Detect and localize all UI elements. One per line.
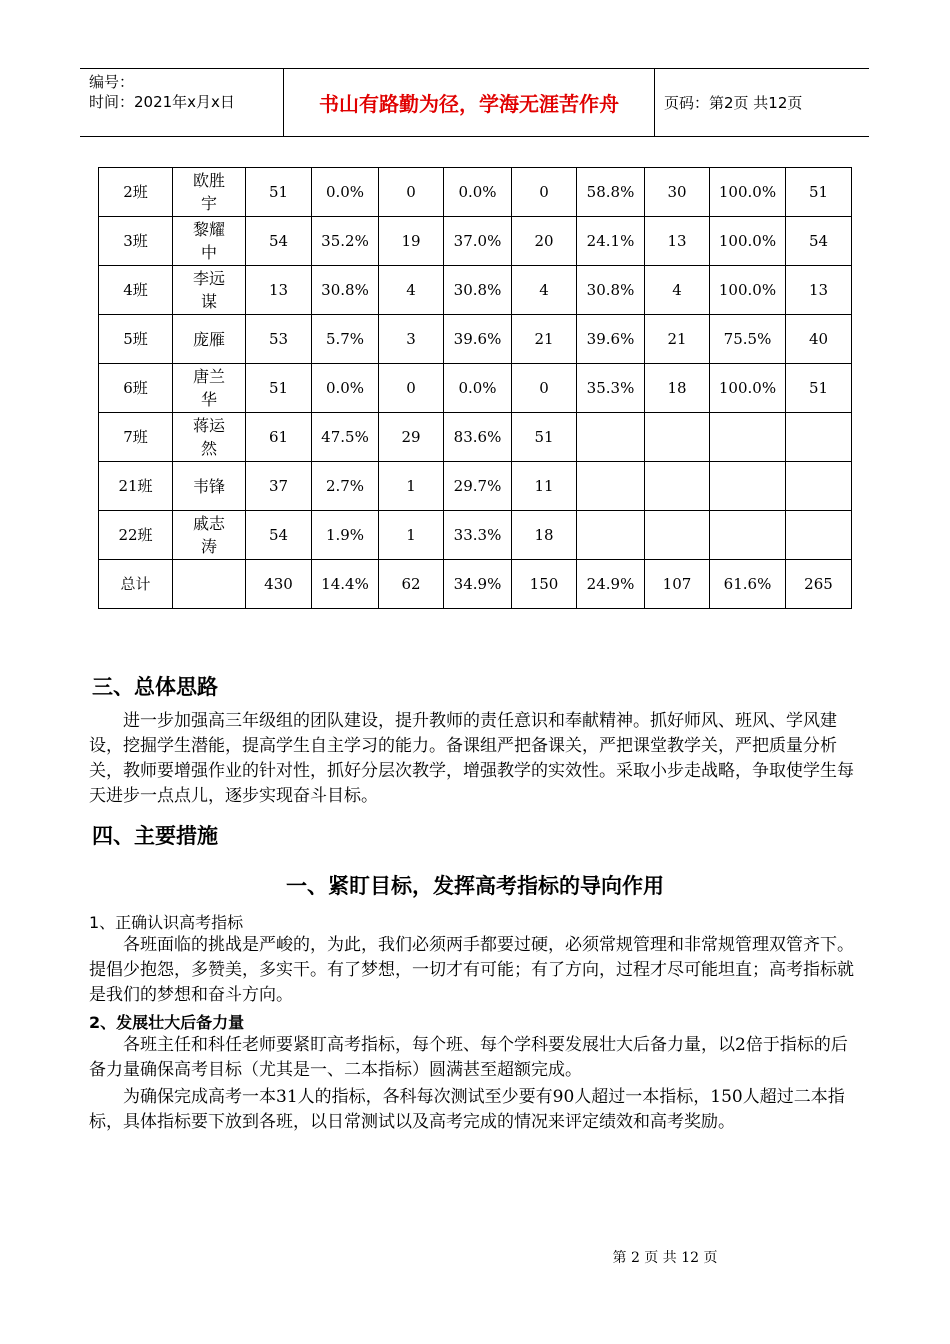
teacher-cell: 唐兰华 — [173, 364, 246, 413]
value-cell: 13 — [786, 266, 852, 315]
value-cell: 100.0% — [710, 217, 786, 266]
value-cell: 18 — [512, 511, 577, 560]
item2-text1: 各班主任和科任老师要紧盯高考指标，每个班、每个学科要发展壮大后备力量，以2倍于指标的后备力量确保高考目标（尤其是一、二本指标）圆满甚至超额完成。 — [89, 1035, 848, 1080]
value-cell — [786, 511, 852, 560]
table-row — [99, 560, 852, 609]
value-cell: 13 — [645, 217, 710, 266]
table-row — [99, 168, 852, 217]
value-cell: 61.6% — [710, 560, 786, 609]
section3-text: 进一步加强高三年级组的团队建设，提升教师的责任意识和奉献精神。抓好师风、班风、学风建设，挖掘学生潜能，提高学生自主学习的能力。备课组严把备课关，严把课堂教学关，严把质量分析关，教师要增强作业的针对性，抓好分层次教学，增强教学的实效性。采取小步走战略，争取使学生每天进步一点点儿，逐步实现奋斗目标。 — [89, 711, 854, 806]
value-cell: 51 — [786, 168, 852, 217]
class-cell: 7班 — [99, 413, 173, 462]
value-cell: 19 — [379, 217, 444, 266]
class-cell: 21班 — [99, 462, 173, 511]
table-row — [99, 364, 852, 413]
value-cell: 61 — [246, 413, 312, 462]
value-cell: 24.1% — [577, 217, 645, 266]
table-row — [99, 511, 852, 560]
value-cell: 13 — [246, 266, 312, 315]
value-cell: 4 — [645, 266, 710, 315]
value-cell: 2.7% — [312, 462, 379, 511]
teacher-cell: 欧胜宇 — [173, 168, 246, 217]
value-cell: 62 — [379, 560, 444, 609]
value-cell: 21 — [645, 315, 710, 364]
value-cell: 14.4% — [312, 560, 379, 609]
value-cell: 51 — [512, 413, 577, 462]
value-cell: 100.0% — [710, 168, 786, 217]
value-cell: 51 — [246, 168, 312, 217]
value-cell: 0 — [512, 364, 577, 413]
value-cell: 58.8% — [577, 168, 645, 217]
class-cell: 6班 — [99, 364, 173, 413]
table-row — [99, 217, 852, 266]
class-cell: 4班 — [99, 266, 173, 315]
table-row — [99, 266, 852, 315]
value-cell: 430 — [246, 560, 312, 609]
value-cell: 75.5% — [710, 315, 786, 364]
teacher-cell: 戚志涛 — [173, 511, 246, 560]
value-cell: 30.8% — [312, 266, 379, 315]
table-body — [99, 168, 852, 609]
value-cell — [645, 462, 710, 511]
value-cell: 1 — [379, 462, 444, 511]
value-cell: 0 — [379, 364, 444, 413]
table-row — [99, 315, 852, 364]
value-cell: 47.5% — [312, 413, 379, 462]
item2-title: 2、发展壮大后备力量 — [89, 1013, 245, 1032]
number-label: 编号： — [89, 73, 135, 91]
value-cell: 18 — [645, 364, 710, 413]
value-cell — [645, 511, 710, 560]
teacher-cell: 蒋运然 — [173, 413, 246, 462]
value-cell: 53 — [246, 315, 312, 364]
value-cell — [577, 511, 645, 560]
value-cell — [710, 462, 786, 511]
value-cell: 1.9% — [312, 511, 379, 560]
value-cell: 100.0% — [710, 266, 786, 315]
section3-heading: 三、总体思路 — [92, 675, 218, 699]
value-cell — [577, 462, 645, 511]
value-cell: 0.0% — [312, 168, 379, 217]
value-cell: 54 — [786, 217, 852, 266]
value-cell: 35.2% — [312, 217, 379, 266]
value-cell: 51 — [786, 364, 852, 413]
page-footer: 第 2 页 共 12 页 — [612, 1250, 718, 1266]
class-cell: 22班 — [99, 511, 173, 560]
value-cell: 30 — [645, 168, 710, 217]
value-cell: 20 — [512, 217, 577, 266]
value-cell: 29.7% — [444, 462, 512, 511]
value-cell: 150 — [512, 560, 577, 609]
value-cell: 30.8% — [444, 266, 512, 315]
time-label: 时间：2021年x月x日 — [89, 93, 235, 111]
value-cell: 37.0% — [444, 217, 512, 266]
section4-subheading: 一、紧盯目标，发挥高考指标的导向作用 — [286, 874, 664, 898]
value-cell: 100.0% — [710, 364, 786, 413]
class-cell: 5班 — [99, 315, 173, 364]
value-cell: 4 — [512, 266, 577, 315]
value-cell: 0 — [512, 168, 577, 217]
value-cell: 0 — [379, 168, 444, 217]
value-cell: 0.0% — [444, 168, 512, 217]
class-cell: 2班 — [99, 168, 173, 217]
class-cell: 总计 — [99, 560, 173, 609]
page-info: 页码：第2页 共12页 — [664, 94, 803, 112]
table-row — [99, 413, 852, 462]
value-cell — [786, 413, 852, 462]
value-cell: 21 — [512, 315, 577, 364]
value-cell: 35.3% — [577, 364, 645, 413]
value-cell — [710, 413, 786, 462]
teacher-cell — [173, 560, 246, 609]
value-cell: 83.6% — [444, 413, 512, 462]
section4-heading: 四、主要措施 — [92, 824, 218, 848]
value-cell: 39.6% — [444, 315, 512, 364]
value-cell: 0.0% — [444, 364, 512, 413]
value-cell: 34.9% — [444, 560, 512, 609]
teacher-cell: 庞雁 — [173, 315, 246, 364]
value-cell: 40 — [786, 315, 852, 364]
value-cell: 3 — [379, 315, 444, 364]
value-cell: 30.8% — [577, 266, 645, 315]
value-cell: 54 — [246, 217, 312, 266]
value-cell: 39.6% — [577, 315, 645, 364]
value-cell: 1 — [379, 511, 444, 560]
item1-title: 1、正确认识高考指标 — [89, 913, 244, 932]
value-cell: 5.7% — [312, 315, 379, 364]
value-cell — [710, 511, 786, 560]
item1-text: 各班面临的挑战是严峻的，为此，我们必须两手都要过硬，必须常规管理和非常规管理双管齐下。提倡少抱怨，多赞美，多实干。有了梦想，一切才有可能；有了方向，过程才尽可能坦直；高考指标就是我们的梦想和奋斗方向。 — [89, 935, 854, 1005]
teacher-cell: 黎耀中 — [173, 217, 246, 266]
teacher-cell: 韦锋 — [173, 462, 246, 511]
value-cell: 11 — [512, 462, 577, 511]
value-cell: 0.0% — [312, 364, 379, 413]
value-cell: 265 — [786, 560, 852, 609]
value-cell — [577, 413, 645, 462]
value-cell: 33.3% — [444, 511, 512, 560]
value-cell: 24.9% — [577, 560, 645, 609]
value-cell: 37 — [246, 462, 312, 511]
teacher-cell: 李远谋 — [173, 266, 246, 315]
class-stats-table — [98, 167, 852, 609]
class-cell: 3班 — [99, 217, 173, 266]
value-cell: 51 — [246, 364, 312, 413]
value-cell: 107 — [645, 560, 710, 609]
page-header — [80, 68, 869, 137]
value-cell: 29 — [379, 413, 444, 462]
item2-text2: 为确保完成高考一本31人的指标，各科每次测试至少要有90人超过一本指标，150人超过二本指标，具体指标要下放到各班，以日常测试以及高考完成的情况来评定绩效和高考奖励。 — [89, 1087, 845, 1132]
value-cell: 54 — [246, 511, 312, 560]
table-row — [99, 462, 852, 511]
header-left-cell — [80, 69, 284, 136]
value-cell: 4 — [379, 266, 444, 315]
motto: 书山有路勤为径，学海无涯苦作舟 — [284, 69, 655, 136]
value-cell — [786, 462, 852, 511]
value-cell — [645, 413, 710, 462]
